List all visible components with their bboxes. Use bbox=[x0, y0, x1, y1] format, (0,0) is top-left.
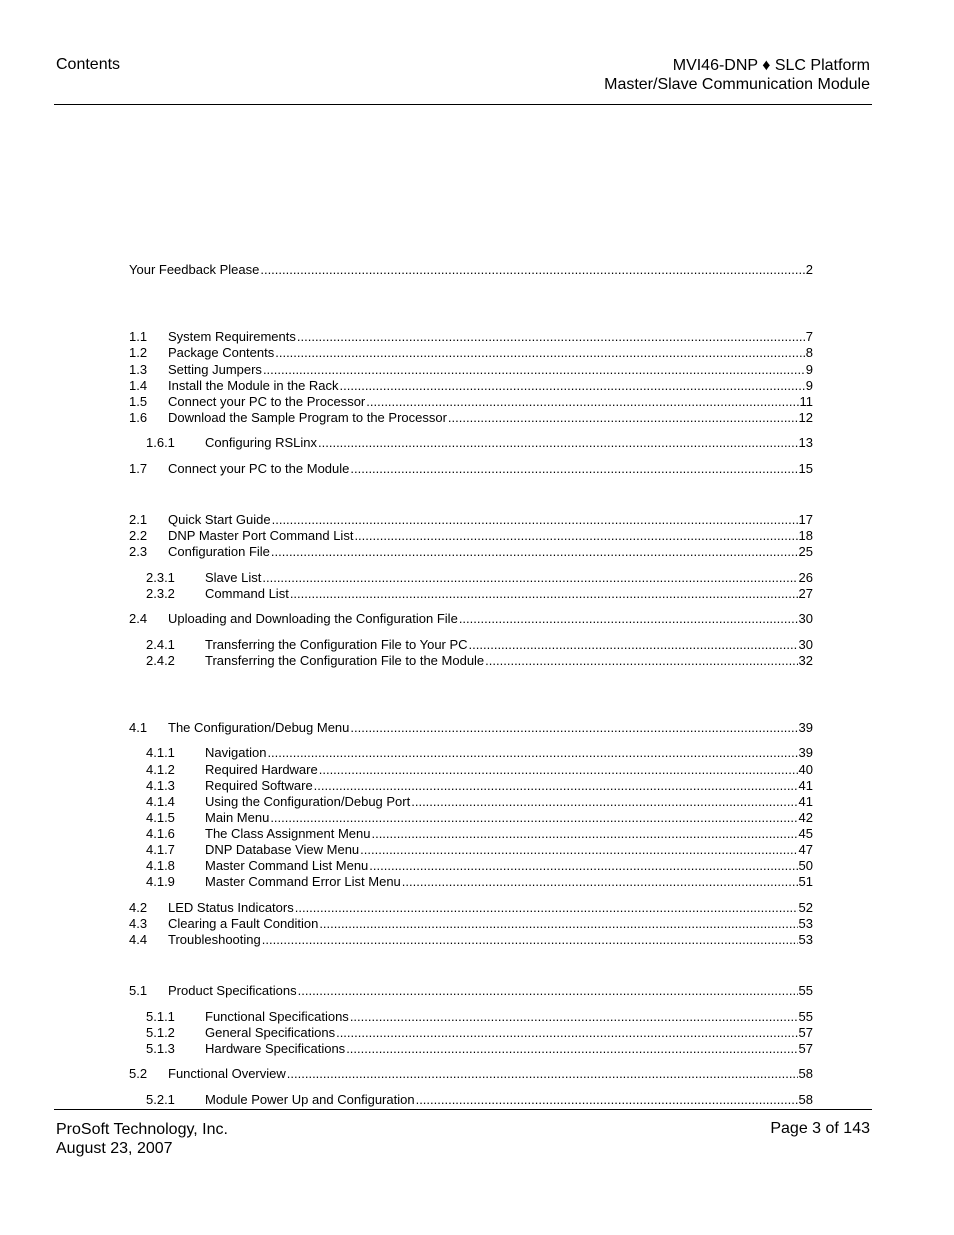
toc-dot-leader bbox=[270, 810, 797, 826]
toc-entry-number: 5.1.1 bbox=[146, 1009, 175, 1024]
toc-entry[interactable] bbox=[146, 810, 813, 826]
toc-entry-number: 4.1.8 bbox=[146, 858, 175, 873]
toc-entry[interactable] bbox=[146, 653, 813, 669]
toc-entry[interactable] bbox=[129, 410, 813, 426]
toc-dot-leader bbox=[360, 842, 797, 858]
header-product-line2: Master/Slave Communication Module bbox=[604, 76, 870, 93]
toc-entry-title: Functional Overview bbox=[168, 1066, 286, 1081]
toc-entry-number: 4.4 bbox=[129, 932, 148, 947]
header-product-line1: MVI46-DNP ♦ SLC Platform bbox=[672, 57, 870, 74]
toc-dot-leader bbox=[297, 329, 805, 345]
toc-dot-leader bbox=[298, 983, 798, 999]
toc-entry-title: Connect your PC to the Processor bbox=[168, 394, 366, 409]
toc-entry-page: 51 bbox=[798, 874, 813, 889]
toc-entry[interactable] bbox=[129, 345, 813, 361]
toc-entry-title: Transferring the Configuration File to the Module bbox=[205, 653, 485, 668]
toc-entry-page: 41 bbox=[798, 778, 813, 793]
toc-entry-title: Required Software bbox=[205, 778, 313, 793]
toc-entry-page: 27 bbox=[798, 586, 813, 601]
toc-dot-leader bbox=[319, 916, 797, 932]
toc-dot-leader bbox=[318, 435, 798, 451]
toc-entry[interactable] bbox=[129, 461, 813, 477]
toc-entry-number: 4.1.2 bbox=[146, 762, 175, 777]
toc-entry-page: 42 bbox=[798, 810, 813, 825]
toc-entry-title: Main Menu bbox=[205, 810, 270, 825]
toc-dot-leader bbox=[295, 900, 798, 916]
toc-entry-page: 58 bbox=[798, 1092, 813, 1107]
toc-entry-title: Troubleshooting bbox=[168, 932, 261, 947]
toc-dot-leader bbox=[416, 1092, 798, 1108]
toc-entry[interactable] bbox=[146, 794, 813, 810]
toc-entry[interactable] bbox=[146, 858, 813, 874]
toc-entry-number: 4.1.1 bbox=[146, 745, 175, 760]
toc-dot-leader bbox=[272, 512, 798, 528]
toc-entry-page: 9 bbox=[805, 378, 813, 393]
toc-entry-number: 4.1.9 bbox=[146, 874, 175, 889]
toc-entry-page: 53 bbox=[798, 916, 813, 931]
toc-entry-number: 2.3.1 bbox=[146, 570, 175, 585]
toc-entry-page: 7 bbox=[805, 329, 813, 344]
toc-entry[interactable] bbox=[129, 262, 813, 278]
toc-dot-leader bbox=[448, 410, 798, 426]
toc-entry-page: 12 bbox=[798, 410, 813, 425]
toc-entry-number: 5.1.2 bbox=[146, 1025, 175, 1040]
toc-entry-page: 57 bbox=[798, 1041, 813, 1056]
toc-entry-title: Connect your PC to the Module bbox=[168, 461, 350, 476]
toc-dot-leader bbox=[336, 1025, 797, 1041]
toc-entry-page: 30 bbox=[798, 637, 813, 652]
toc-entry-title: DNP Database View Menu bbox=[205, 842, 360, 857]
toc-entry-number: 4.1.4 bbox=[146, 794, 175, 809]
toc-dot-leader bbox=[319, 762, 798, 778]
toc-entry-number: 2.3.2 bbox=[146, 586, 175, 601]
toc-entry-title: Transferring the Configuration File to Your PC bbox=[205, 637, 468, 652]
toc-entry-title: Configuration File bbox=[168, 544, 270, 559]
toc-entry-title: General Specifications bbox=[205, 1025, 336, 1040]
toc-entry-page: 41 bbox=[798, 794, 813, 809]
footer-left bbox=[56, 1120, 228, 1158]
toc-dot-leader bbox=[267, 745, 797, 761]
toc-entry-title: Download the Sample Program to the Processor bbox=[168, 410, 447, 425]
toc-entry-page: 18 bbox=[798, 528, 813, 543]
toc-dot-leader bbox=[350, 1009, 798, 1025]
toc-entry-title: Install the Module in the Rack bbox=[168, 378, 339, 393]
footer-company: ProSoft Technology, Inc. bbox=[56, 1121, 228, 1138]
toc-entry-title: DNP Master Port Command List bbox=[168, 528, 354, 543]
toc-entry[interactable] bbox=[146, 1009, 813, 1025]
toc-dot-leader bbox=[346, 1041, 797, 1057]
toc-entry[interactable] bbox=[129, 983, 813, 999]
toc-entry-number: 5.1 bbox=[129, 983, 148, 998]
toc-entry-page: 52 bbox=[798, 900, 813, 915]
toc-entry-number: 2.4 bbox=[129, 611, 148, 626]
toc-entry-number: 1.7 bbox=[129, 461, 148, 476]
toc-entry-page: 13 bbox=[798, 435, 813, 450]
toc-entry-number: 2.4.1 bbox=[146, 637, 175, 652]
toc-entry-number: 4.1 bbox=[129, 720, 148, 735]
header-section-title: Contents bbox=[56, 56, 121, 73]
toc-entry-page: 25 bbox=[798, 544, 813, 559]
toc-entry-page: 9 bbox=[805, 362, 813, 377]
toc-entry-page: 40 bbox=[798, 762, 813, 777]
toc-entry[interactable] bbox=[146, 874, 813, 890]
toc-entry-title: Command List bbox=[205, 586, 289, 601]
toc-entry[interactable] bbox=[146, 745, 813, 761]
toc-dot-leader bbox=[262, 570, 797, 586]
toc-entry-number: 1.6.1 bbox=[146, 435, 175, 450]
toc-entry-number: 2.1 bbox=[129, 512, 148, 527]
toc-entry-number: 2.4.2 bbox=[146, 653, 175, 668]
toc-entry-title: Setting Jumpers bbox=[168, 362, 262, 377]
toc-entry-title: Slave List bbox=[205, 570, 262, 585]
toc-entry-title: Quick Start Guide bbox=[168, 512, 271, 527]
toc-dot-leader bbox=[369, 858, 797, 874]
toc-dot-leader bbox=[314, 778, 798, 794]
toc-entry-page: 39 bbox=[798, 720, 813, 735]
toc-entry-title: Uploading and Downloading the Configuration File bbox=[168, 611, 458, 626]
toc-entry[interactable] bbox=[129, 720, 813, 736]
toc-dot-leader bbox=[354, 528, 797, 544]
toc-entry-number: 1.6 bbox=[129, 410, 148, 425]
toc-entry-number: 5.2 bbox=[129, 1066, 148, 1081]
toc-entry-title: LED Status Indicators bbox=[168, 900, 294, 915]
toc-entry-number: 1.1 bbox=[129, 329, 148, 344]
toc-entry-title: Hardware Specifications bbox=[205, 1041, 346, 1056]
toc-entry-page: 15 bbox=[798, 461, 813, 476]
toc-entry[interactable] bbox=[146, 762, 813, 778]
toc-dot-leader bbox=[402, 874, 798, 890]
toc-entry[interactable] bbox=[129, 916, 813, 932]
toc-entry[interactable] bbox=[146, 637, 813, 653]
toc-entry[interactable] bbox=[146, 1041, 813, 1057]
toc-entry-number: 4.3 bbox=[129, 916, 148, 931]
toc-entry-page: 50 bbox=[798, 858, 813, 873]
toc-dot-leader bbox=[262, 932, 798, 948]
toc-entry-page: 55 bbox=[798, 983, 813, 998]
toc-entry-title: Required Hardware bbox=[205, 762, 318, 777]
toc-entry-title: Master Command Error List Menu bbox=[205, 874, 401, 889]
toc-entry-number: 2.2 bbox=[129, 528, 148, 543]
toc-entry-page: 53 bbox=[798, 932, 813, 947]
toc-entry-number: 5.2.1 bbox=[146, 1092, 175, 1107]
toc-entry-title: Product Specifications bbox=[168, 983, 297, 998]
toc-entry[interactable] bbox=[129, 394, 813, 410]
toc-entry[interactable] bbox=[146, 435, 813, 451]
toc-entry[interactable] bbox=[146, 778, 813, 794]
toc-dot-leader bbox=[469, 637, 798, 653]
toc-entry-page: 17 bbox=[798, 512, 813, 527]
toc-entry-title: The Class Assignment Menu bbox=[205, 826, 371, 841]
toc-entry[interactable] bbox=[146, 1025, 813, 1041]
toc-dot-leader bbox=[263, 362, 805, 378]
footer-page-number: Page 3 of 143 bbox=[770, 1120, 870, 1137]
toc-entry[interactable] bbox=[129, 528, 813, 544]
footer-divider bbox=[54, 1109, 872, 1110]
toc-dot-leader bbox=[366, 394, 798, 410]
toc-entry-number: 4.1.5 bbox=[146, 810, 175, 825]
toc-entry[interactable] bbox=[146, 570, 813, 586]
toc-entry[interactable] bbox=[129, 512, 813, 528]
toc-entry[interactable] bbox=[146, 1092, 813, 1108]
toc-dot-leader bbox=[459, 611, 798, 627]
toc-entry[interactable] bbox=[146, 826, 813, 842]
toc-dot-leader bbox=[260, 262, 804, 278]
toc-entry-page: 26 bbox=[798, 570, 813, 585]
table-of-contents bbox=[129, 0, 813, 1110]
toc-entry-title: Navigation bbox=[205, 745, 267, 760]
toc-entry-title: Clearing a Fault Condition bbox=[168, 916, 319, 931]
toc-entry-title: Master Command List Menu bbox=[205, 858, 369, 873]
toc-entry-page: 39 bbox=[798, 745, 813, 760]
toc-entry-title: Module Power Up and Configuration bbox=[205, 1092, 415, 1107]
toc-entry-page: 8 bbox=[805, 345, 813, 360]
toc-entry-title: Package Contents bbox=[168, 345, 275, 360]
toc-entry-page: 30 bbox=[798, 611, 813, 626]
toc-entry[interactable] bbox=[129, 611, 813, 627]
toc-entry-title: Functional Specifications bbox=[205, 1009, 349, 1024]
toc-entry[interactable] bbox=[129, 1066, 813, 1082]
toc-entry[interactable] bbox=[146, 586, 813, 602]
footer-date: August 23, 2007 bbox=[56, 1140, 173, 1157]
toc-entry-number: 1.4 bbox=[129, 378, 148, 393]
toc-entry-page: 47 bbox=[798, 842, 813, 857]
toc-dot-leader bbox=[411, 794, 797, 810]
toc-entry-number: 4.1.7 bbox=[146, 842, 175, 857]
toc-entry-number: 2.3 bbox=[129, 544, 148, 559]
toc-entry-title: Your Feedback Please bbox=[129, 262, 260, 277]
toc-entry-page: 57 bbox=[798, 1025, 813, 1040]
toc-entry-number: 4.1.6 bbox=[146, 826, 175, 841]
toc-entry-title: System Requirements bbox=[168, 329, 296, 344]
toc-entry[interactable] bbox=[146, 842, 813, 858]
toc-entry-title: The Configuration/Debug Menu bbox=[168, 720, 350, 735]
toc-entry[interactable] bbox=[129, 900, 813, 916]
toc-dot-leader bbox=[340, 378, 805, 394]
toc-dot-leader bbox=[350, 461, 797, 477]
toc-dot-leader bbox=[371, 826, 797, 842]
toc-entry-number: 4.1.3 bbox=[146, 778, 175, 793]
toc-dot-leader bbox=[287, 1066, 798, 1082]
toc-entry-number: 4.2 bbox=[129, 900, 148, 915]
toc-dot-leader bbox=[275, 345, 805, 361]
toc-entry-number: 1.3 bbox=[129, 362, 148, 377]
toc-entry-number: 1.2 bbox=[129, 345, 148, 360]
toc-entry-page: 55 bbox=[798, 1009, 813, 1024]
toc-entry-page: 45 bbox=[798, 826, 813, 841]
toc-entry[interactable] bbox=[129, 932, 813, 948]
toc-entry[interactable] bbox=[129, 544, 813, 560]
toc-entry-title: Using the Configuration/Debug Port bbox=[205, 794, 411, 809]
toc-dot-leader bbox=[271, 544, 798, 560]
toc-entry-title: Configuring RSLinx bbox=[205, 435, 318, 450]
toc-dot-leader bbox=[350, 720, 797, 736]
toc-entry-page: 32 bbox=[798, 653, 813, 668]
toc-entry[interactable] bbox=[129, 362, 813, 378]
toc-entry[interactable] bbox=[129, 329, 813, 345]
toc-dot-leader bbox=[290, 586, 798, 602]
toc-entry-number: 5.1.3 bbox=[146, 1041, 175, 1056]
toc-entry-page: 58 bbox=[798, 1066, 813, 1081]
toc-entry[interactable] bbox=[129, 378, 813, 394]
toc-entry-page: 2 bbox=[805, 262, 813, 277]
toc-entry-number: 1.5 bbox=[129, 394, 148, 409]
toc-dot-leader bbox=[485, 653, 797, 669]
toc-entry-page: 11 bbox=[799, 394, 813, 409]
